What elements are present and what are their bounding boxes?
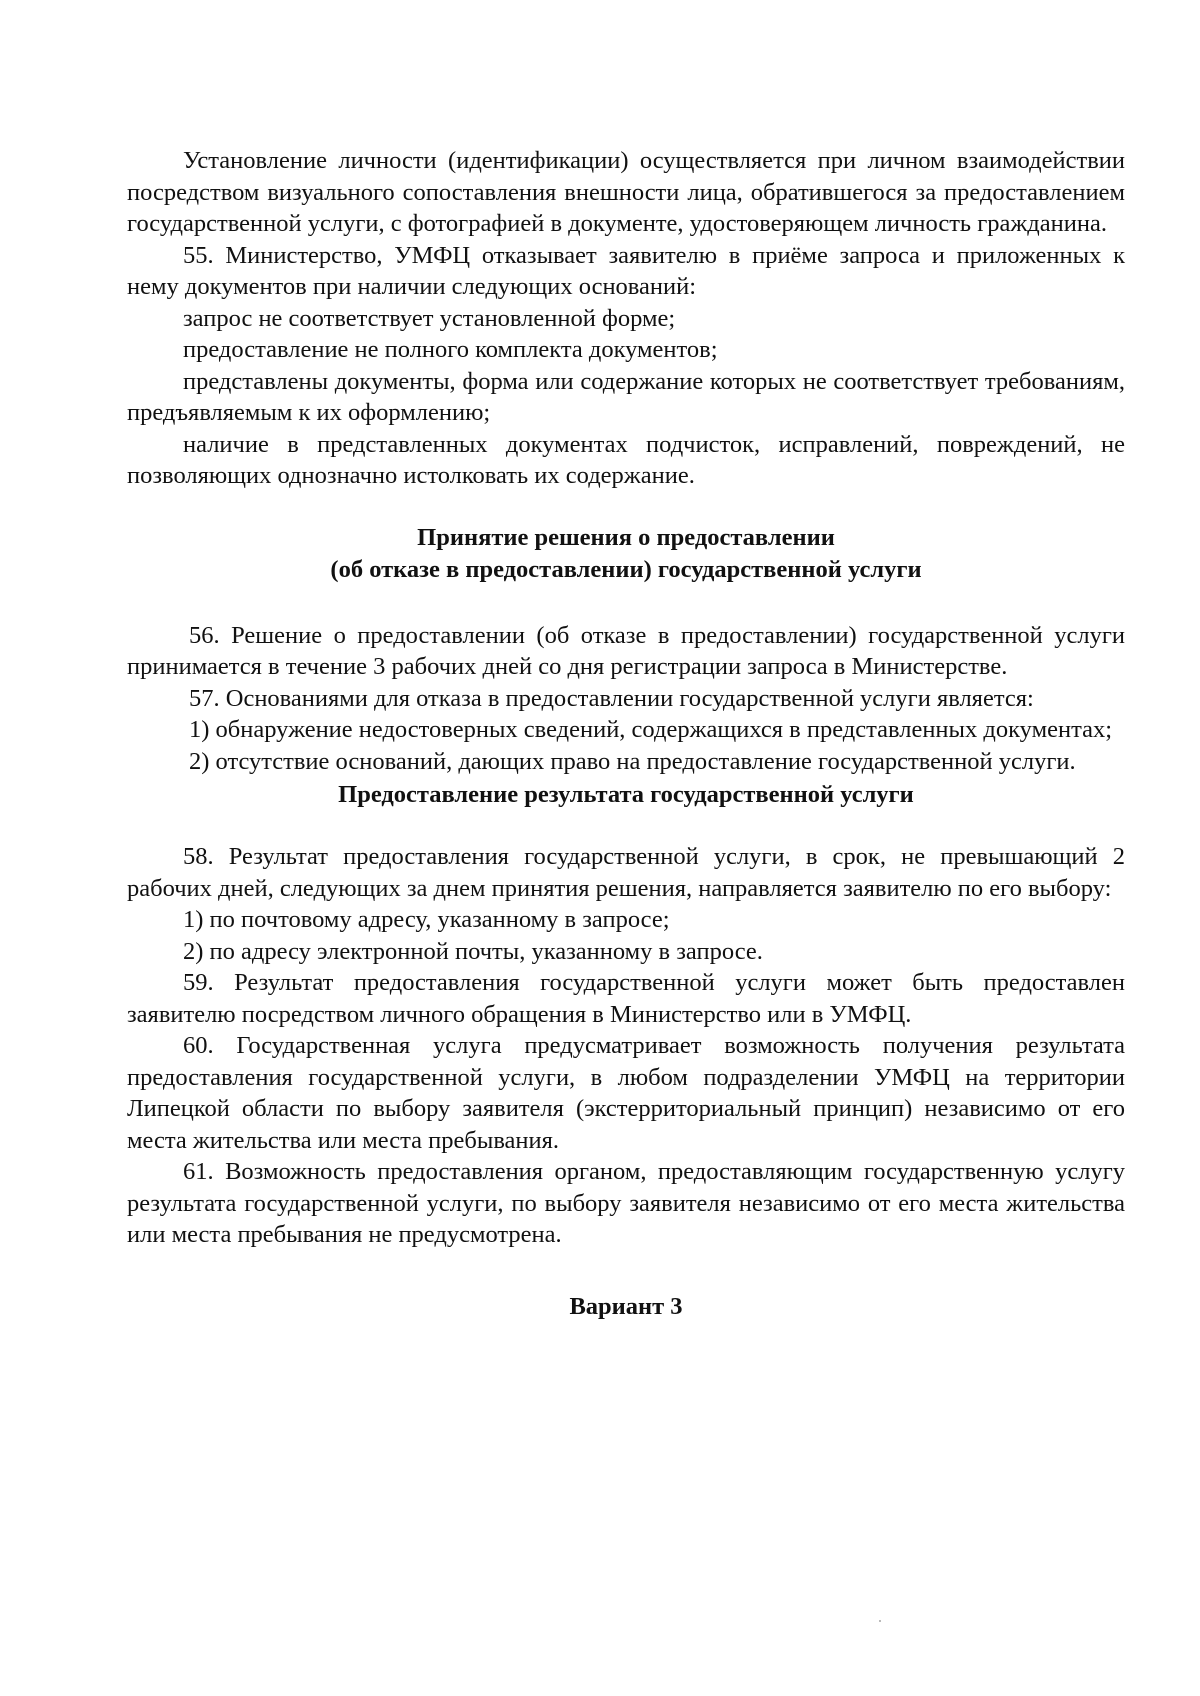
paragraph-61: 61. Возможность предоставления органом, предоставляющим государственную услугу результата государственной услуги, по выбору заявителя независимо от его места жительства или места пребывания не предусмотрена. [127,1158,1125,1248]
denial-ground-item: 1) обнаружение недостоверных сведений, содержащихся в представленных документах; [189,716,1113,743]
delivery-option-item: 1) по почтовому адресу, указанному в запросе; [183,906,670,933]
document-page [127,145,1125,1323]
paragraph-55: 55. Министерство, УМФЦ отказывает заявителю в приёме запроса и приложенных к нему документов при наличии следующих оснований: [127,241,1125,300]
paragraph-59: 59. Результат предоставления государственной услуги может быть предоставлен заявителю посредством личного обращения в Министерство или в УМФЦ. [127,969,1125,1028]
paragraph-57: 57. Основаниями для отказа в предоставлении государственной услуги является: [189,684,1034,712]
denial-ground-item: 2) отсутствие оснований, дающих право на предоставление государственной услуги. [189,747,1076,775]
section-heading-decision [127,522,1125,586]
refusal-ground-item: представлены документы, форма или содержание которых не соответствует требованиям, предъявляемым к их оформлению; [127,367,1125,426]
scan-speck [879,1620,881,1622]
paragraph-60: 60. Государственная услуга предусматривает возможность получения результата предоставления государственной услуги, в любом подразделении УМФЦ на территории Липецкой области по выбору заявителя (экстерриториальный принцип) независимо от его места жительства или места пребывания. [127,1032,1125,1154]
refusal-ground-item: наличие в представленных документах подчисток, исправлений, повреждений, не позволяющих однозначно истолковать их содержание. [127,430,1125,489]
section-heading-line: (об отказе в предоставлении) государственной услуги [330,555,922,583]
section-heading-result: Предоставление результата государственной услуги [338,781,914,808]
identification-paragraph: Установление личности (идентификации) осуществляется при личном взаимодействии посредством визуального сопоставления внешности лица, обратившегося за предоставлением государственной услуги, с фотографией в документе, удостоверяющем личность гражданина. [127,147,1125,237]
paragraph-56: 56. Решение о предоставлении (об отказе в предоставлении) государственной услуги принимается в течение 3 рабочих дней со дня регистрации запроса в Министерстве. [127,621,1125,680]
refusal-ground-item: предоставление не полного комплекта документов; [183,336,718,363]
variant-heading: Вариант 3 [569,1292,683,1320]
section-heading-line: Принятие решения о предоставлении [417,523,835,551]
delivery-option-item: 2) по адресу электронной почты, указанному в запросе. [183,937,763,965]
paragraph-58: 58. Результат предоставления государственной услуги, в срок, не превышающий 2 рабочих дней, следующих за днем принятия решения, направляется заявителю по его выбору: [127,843,1125,902]
refusal-ground-item: запрос не соответствует установленной форме; [183,304,676,332]
